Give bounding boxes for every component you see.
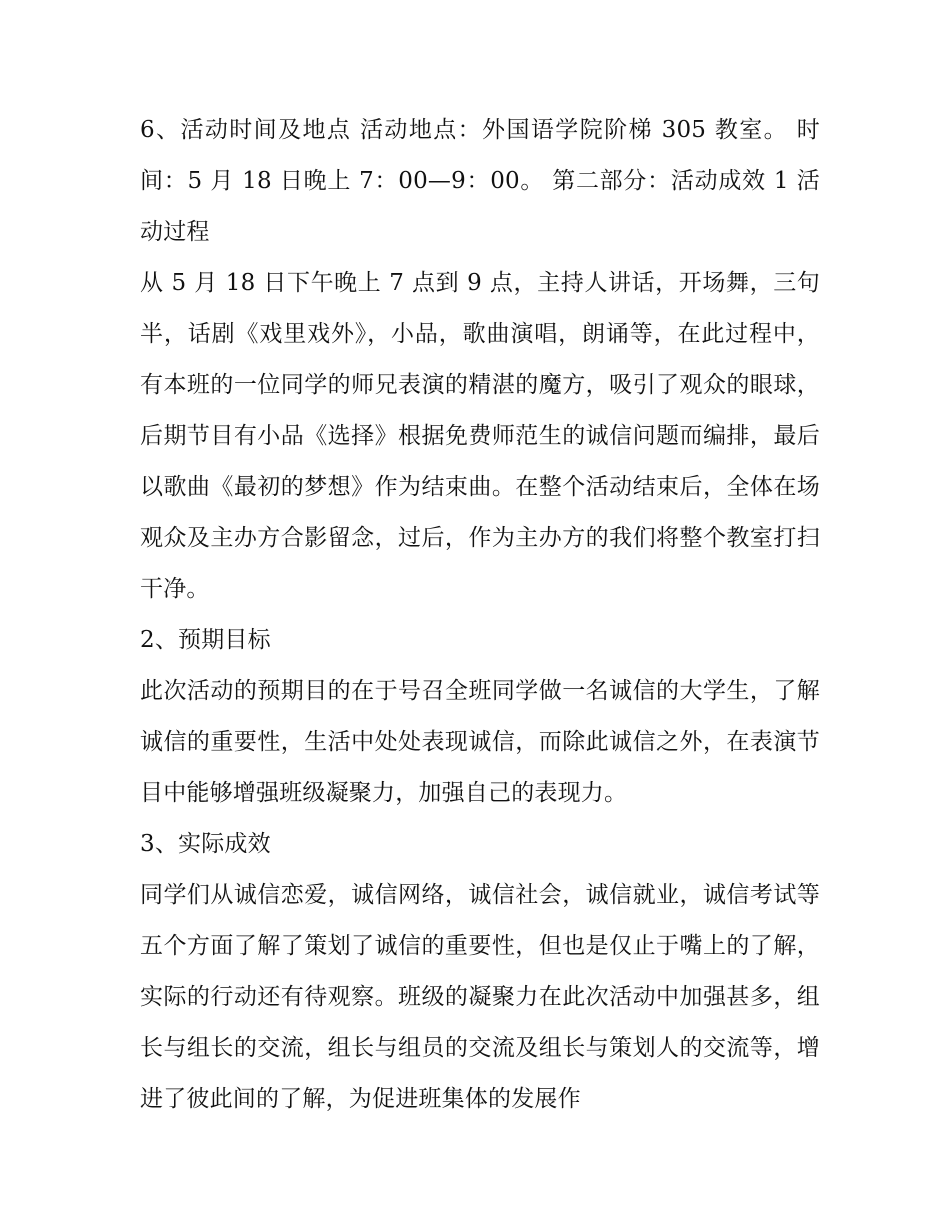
- heading-expected-goals: 2、预期目标: [140, 627, 271, 653]
- paragraph-activity-process: 从 5 月 18 日下午晚上 7 点到 9 点，主持人讲话，开场舞，三句半，话剧《戏里戏外》，小品，歌曲演唱，朗诵等，在此过程中，有本班的一位同学的师兄表演的精湛的魔方，吸引了观众的眼球，后期节目有小品《选择》根据免费师范生的诚信问题而编排，最后以歌曲《最初的梦想》作为结束曲。在整个活动结束后，全体在场观众及主办方合影留念，过后，作为主办方的我们将整个教室打扫干净。: [140, 270, 820, 602]
- document-page: [140, 105, 820, 1125]
- heading-actual-results: 3、实际成效: [140, 831, 271, 857]
- paragraph-expected-goals: 此次活动的预期目的在于号召全班同学做一名诚信的大学生，了解诚信的重要性，生活中处处表现诚信，而除此诚信之外，在表演节目中能够增强班级凝聚力，加强自己的表现力。: [140, 678, 820, 806]
- paragraph-actual-results: 同学们从诚信恋爱，诚信网络，诚信社会，诚信就业，诚信考试等五个方面了解了策划了诚信的重要性，但也是仅止于嘴上的了解，实际的行动还有待观察。班级的凝聚力在此次活动中加强甚多，组长与组长的交流，组长与组员的交流及组长与策划人的交流等，增进了彼此间的了解，为促进班集体的发展作: [140, 882, 820, 1112]
- paragraph-activity-time-location: 6、活动时间及地点 活动地点：外国语学院阶梯 305 教室。 时间：5 月 18 日晚上 7：00—9：00。 第二部分：活动成效 1 活动过程: [140, 117, 820, 245]
